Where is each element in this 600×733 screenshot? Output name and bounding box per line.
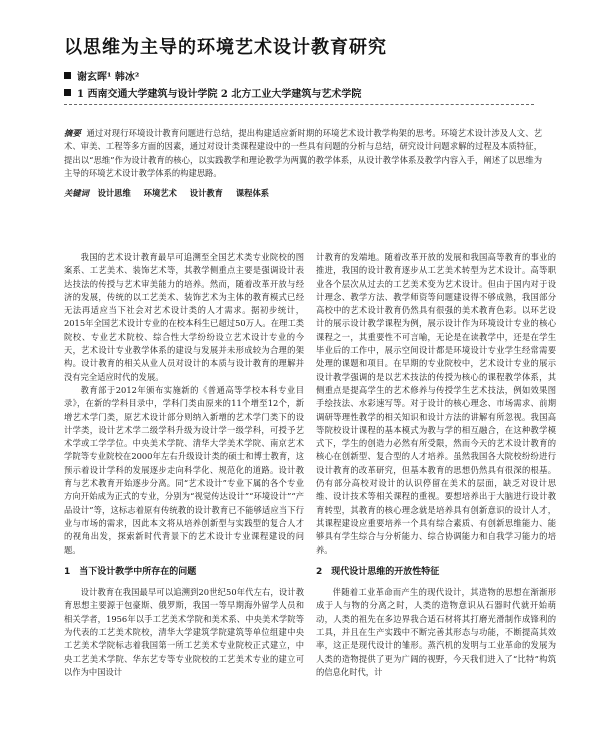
body-paragraph: 我国的艺术设计教育最早可追溯至全国艺术类专业院校的图案系、工艺美术、装饰艺术等，其教学侧重点主要是强调设计表达技法的传授与艺术审美能力的培养。然而，随着改革开放与经济的发展，传统的以工艺美术、装饰艺术为主体的教育模式已经无法再适应当下社会对艺术设计类的人才需求。据初步统计，2015年全国艺术设计专业的在校本科生已超过50万人。在理工类院校、专业艺术院校、综合性大学纷纷设立艺术设计专业的今天，艺术设计专业教学体系的建设与发展并未形成较为合理的架构。设计教育的相关从业人员对设计的本质与设计教育的理解并没有完全适应时代的发展。 xyxy=(64,252,304,382)
body-paragraph: 教育部于2012年颁布实施新的《普通高等学校本科专业目录》，在新的学科目录中，学科门类由原来的11个增至12个，新增艺术学门类，原艺术设计部分则纳入新增的艺术学门类下的设计学类，设计艺术学二级学科升级为设计学一级学科，可授予艺术学或工学学位。中央美术学院、清华大学美术学院、南京艺术学院等专业院校在2000年左右升级设计类的硕士和博士教育，这预示着设计学科的发展逐步走向科学化、规范化的道路。设计教育与艺术教育开始逐步分离。同“艺术设计”专业下属的各个专业方向开始成为正式的专业，分别为“视觉传达设计”“环境设计”“产品设计”等，这标志着原有传统教的设计教育已不能够适应当下行业与市场的需求，因此本文将从培养创新型与实践型的复合人才的视角出发，探索新时代背景下的艺术设计专业课程建设的问题。 xyxy=(64,384,304,555)
bullet-square-icon xyxy=(64,89,71,96)
section-heading: 2 现代设计思维的开放性特征 xyxy=(316,566,440,577)
body-column-right xyxy=(316,251,556,679)
abstract-text: 通过对现行环境设计教育问题进行总结，提出构建适应新时期的环境艺术设计教学构架的思考。环境艺术设计涉及人文、艺术、审美、工程等多方面的因素，通过对设计类课程建设中的一些具有问题的分析与总结，研究设计问题求解的过程及本质特征，提出以“思维”作为设计教育的核心，以实践教学和理论教学为两翼的教学体系，从设计教学体系及教学内容入手，阐述了以思维为主导的环境艺术设计教学体系的构建思路。 xyxy=(64,128,542,178)
author-line xyxy=(64,68,139,83)
keyword: 设计思维 xyxy=(97,188,131,198)
paper-title: 以思维为主导的环境艺术设计教育研究 xyxy=(64,37,387,58)
body-paragraph: 伴随着工业革命而产生的现代设计，其造物的思想在渐渐形成于人与物的分离之时，人类的造物意识从石器时代就开始萌动，人类的祖先在多边界我合适石材将其打磨光滑制作成锋利的工具，并且在生产实践中不断完善其形态与功能，不断提高其效率，这正是现代设计的雏形。蒸汽机的发明与工业革命的发展为人类的造物提供了更为广阔的视野，今天我们进入了“比特”构筑的信息化时代，计 xyxy=(316,587,556,677)
keyword: 课程体系 xyxy=(235,188,270,198)
abstract-block xyxy=(64,127,542,180)
abstract-label: 摘要 xyxy=(64,128,81,138)
header-divider xyxy=(64,104,534,105)
body-paragraph: 计教育的发端地。随着改革开放的发展和我国高等教育的事业的推进，我国的设计教育逐步从工艺美术转型为艺术设计。高等职业各个层次从过去的工艺美术变为艺术设计。但由于国内对于设计理念、教学方法、教学师资等问题建设得不够成熟，我国部分高校中的艺术设计教育仍然具有很强的美术教育色彩。以环艺设计的展示设计教学课程为例，展示设计作为环境设计专业的核心课程之一，其重要性不可言喻，无论是在读教学中，还是在学生毕业后的工作中，展示空间设计都是环境设计专业学生经常需要处理的课题和项目。在早期的专业院校中，艺术设计专业的展示设计教学强调的是以艺术技法的传授为核心的课程教学体系，其侧重点是提高学生的艺术修养与传授学生艺术技法，例如效果图手绘技法、水彩速写等。对于设计的核心理念、市场需求、前期调研等理性教学的相关知识和设计方法的讲解有所忽视。我国高等院校设计课程的基本模式为教与学的相互融合，在这种教学模式下，学生的创造力必然有所受限，然而今天的艺术设计教育的核心在创新型、复合型的人才培养。虽然我国各大院校纷纷进行设计教育的改革研究，但基本教育的思想仍然具有很深的根基。仍有部分高校对设计的认识停留在美术的层面，缺乏对设计思维、设计技术等相关课程的重视。要想培养出于大脑进行设计教育转型，其教育的核心理念就是培养具有创新意识的设计人才，其课程建设应重要培养一个具有综合素质、有创新思维能力、能够具有学生综合与分析能力、综合协调能力和自我学习能力的培养。 xyxy=(316,252,556,555)
body-column-left xyxy=(64,251,304,679)
affiliation-line xyxy=(64,85,361,100)
section-heading: 1 当下设计教学中所存在的问题 xyxy=(64,566,197,577)
keyword: 设计教育 xyxy=(189,188,223,198)
body-paragraph: 设计教育在我国最早可以追溯到20世纪50年代左右，设计教育思想主要源于包豪斯、俄罗斯，我国一等早期海外留学人员和相关学者，1956年以手工艺美术学院和美术系、中央美术学院等为代表的工艺美术院校，清华大学建筑学院建筑等单位组建中央工艺美术学院标志着我国第一所工艺美术专业院校正式建立，中央工艺美术学院、华东艺专等专业院校的工艺美术专业的建立可以作为中国设计 xyxy=(64,587,304,677)
keywords-block xyxy=(64,187,542,199)
keywords-label: 关键词 xyxy=(64,188,89,198)
affiliations-text: 1 西南交通大学建筑与设计学院 2 北方工业大学建筑与艺术学院 xyxy=(77,89,362,100)
authors-text: 谢玄晖¹ 韩冰² xyxy=(77,72,140,83)
keyword: 环境艺术 xyxy=(143,188,177,198)
bullet-square-icon xyxy=(64,72,71,79)
